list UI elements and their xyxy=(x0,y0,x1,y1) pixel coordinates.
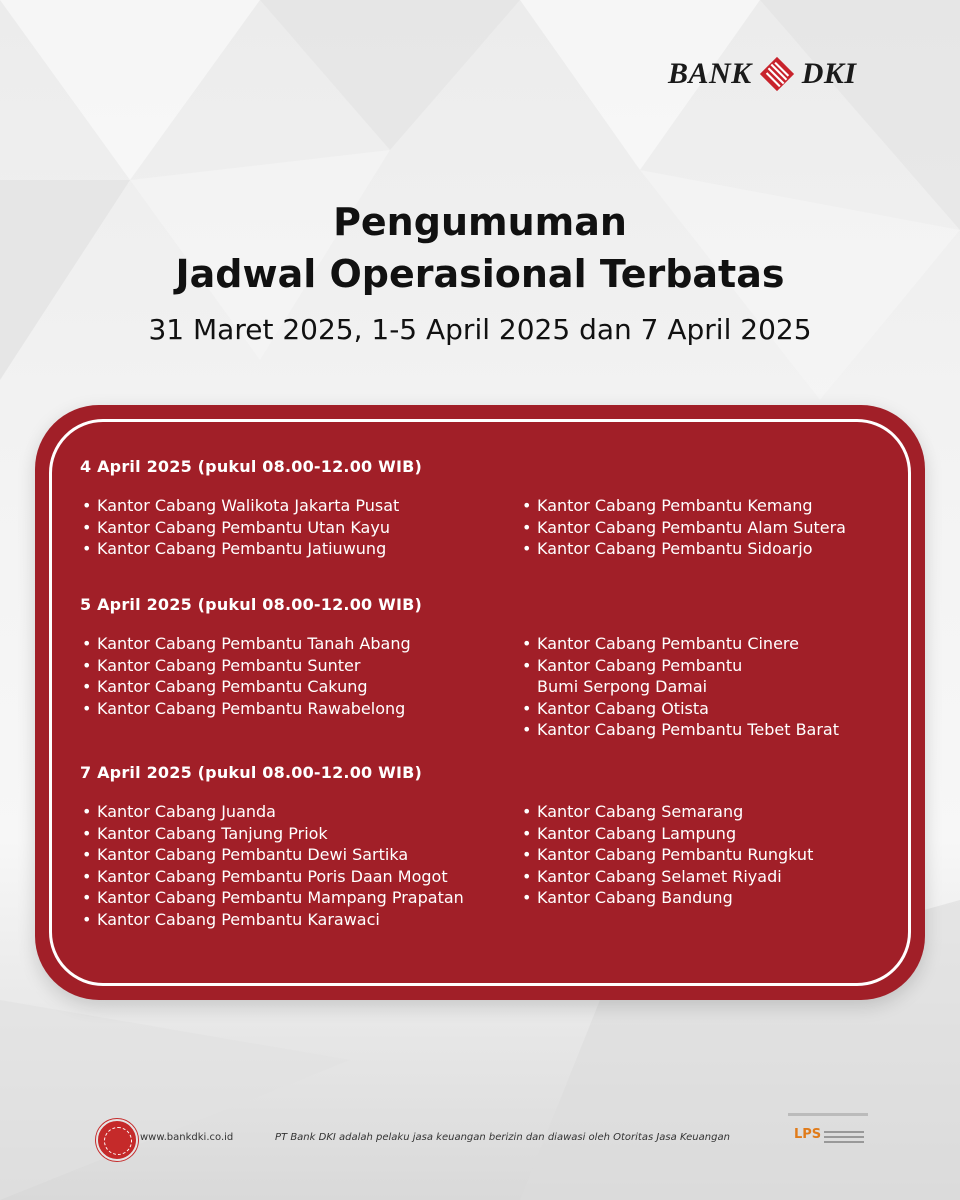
page-title-line1: Pengumuman xyxy=(333,200,627,244)
branch-name xyxy=(97,495,399,517)
branch-name xyxy=(537,633,799,655)
branch-name-line: Kantor Cabang Pembantu Jatiuwung xyxy=(97,539,387,558)
branch-name-line: Kantor Cabang Tanjung Priok xyxy=(97,823,328,843)
branch-name-line: Kantor Cabang Otista xyxy=(537,698,709,718)
branch-name xyxy=(97,676,368,698)
branch-name-line: Kantor Cabang Walikota Jakarta Pusat xyxy=(97,496,400,515)
bullet-icon: • xyxy=(82,909,92,929)
bullet-icon: • xyxy=(82,866,92,886)
list-item xyxy=(522,866,900,888)
section-title: 5 April 2025 (pukul 08.00-12.00 WIB) xyxy=(80,595,423,614)
branch-name xyxy=(97,801,276,823)
branch-name-line: Kantor Cabang Pembantu Karawaci xyxy=(97,909,380,929)
branch-name-line: Kantor Cabang Pembantu Kemang xyxy=(537,496,813,515)
schedule-card xyxy=(35,405,925,1000)
branch-name-line: Kantor Cabang Pembantu Poris Daan Mogot xyxy=(97,866,448,886)
section-title: 4 April 2025 (pukul 08.00-12.00 WIB) xyxy=(80,457,423,476)
page-subtitle: 31 Maret 2025, 1-5 April 2025 dan 7 April 2025 xyxy=(148,313,812,346)
website-link[interactable]: www.bankdki.co.id xyxy=(140,1132,234,1143)
branch-name-line: Kantor Cabang Pembantu Tanah Abang xyxy=(97,634,411,653)
branch-list-left xyxy=(82,633,522,741)
bullet-icon: • xyxy=(82,698,92,718)
list-item xyxy=(82,655,522,677)
schedule-section xyxy=(80,763,900,930)
certification-stamp-icon xyxy=(96,1119,138,1161)
logo-text-dki: DKI xyxy=(801,57,857,90)
bullet-icon: • xyxy=(82,802,92,821)
list-item xyxy=(82,633,522,655)
list-item xyxy=(522,719,900,741)
schedule-section xyxy=(80,595,900,741)
branch-name-line: Kantor Cabang Semarang xyxy=(537,802,744,821)
branch-name xyxy=(97,866,448,888)
list-item xyxy=(522,538,900,560)
lps-badge xyxy=(788,1113,868,1159)
branch-name xyxy=(97,823,328,845)
branch-name-line: Kantor Cabang Pembantu Sidoarjo xyxy=(537,539,813,558)
list-item xyxy=(82,909,522,931)
list-item xyxy=(82,495,522,517)
branch-name-line: Kantor Cabang Lampung xyxy=(537,823,737,843)
bullet-icon: • xyxy=(82,634,92,653)
bullet-icon: • xyxy=(82,845,92,864)
branch-name-line: Kantor Cabang Pembantu Utan Kayu xyxy=(97,517,390,537)
bank-dki-logo xyxy=(668,55,857,93)
branch-name-line: Kantor Cabang Pembantu Rawabelong xyxy=(97,698,406,718)
list-item xyxy=(522,887,900,909)
list-item xyxy=(522,844,900,866)
branch-name xyxy=(97,909,380,931)
branch-list-left xyxy=(82,801,522,930)
bullet-icon: • xyxy=(82,655,92,675)
schedule-section xyxy=(80,457,900,560)
bullet-icon: • xyxy=(82,823,92,843)
bullet-icon: • xyxy=(82,517,92,537)
branch-name-line: Kantor Cabang Pembantu Tebet Barat xyxy=(537,720,840,739)
bullet-icon: • xyxy=(82,677,92,696)
branch-name xyxy=(97,844,408,866)
branch-name-line: Kantor Cabang Bandung xyxy=(537,888,733,907)
branch-name xyxy=(97,698,405,720)
branch-name xyxy=(537,698,709,720)
branch-name xyxy=(537,517,846,539)
bullet-icon: • xyxy=(82,888,92,907)
branch-name-line: Kantor Cabang Pembantu Dewi Sartika xyxy=(97,845,409,864)
branch-name-line: Kantor Cabang Juanda xyxy=(97,802,276,821)
branch-name xyxy=(97,517,390,539)
list-item xyxy=(82,538,522,560)
branch-list-right xyxy=(522,495,900,560)
bullet-icon: • xyxy=(522,634,532,653)
bullet-icon: • xyxy=(522,655,532,675)
branch-name-line: Kantor Cabang Pembantu Cakung xyxy=(97,677,368,696)
branch-name xyxy=(97,655,360,677)
bullet-icon: • xyxy=(522,888,532,907)
logo-text-bank: BANK xyxy=(668,57,752,90)
bullet-icon: • xyxy=(82,539,92,558)
list-item xyxy=(522,633,900,655)
lps-logo-icon: LPS xyxy=(794,1127,822,1142)
bank-dki-emblem-icon xyxy=(758,55,796,93)
list-item xyxy=(522,495,900,517)
bullet-icon: • xyxy=(522,539,532,558)
branch-name xyxy=(537,801,743,823)
bullet-icon: • xyxy=(522,720,532,739)
bullet-icon: • xyxy=(522,823,532,843)
branch-name xyxy=(537,887,733,909)
branch-name-line: Bumi Serpong Damai xyxy=(537,677,708,696)
branch-name xyxy=(97,538,386,560)
branch-name xyxy=(537,719,839,741)
bullet-icon: • xyxy=(522,517,532,537)
branch-name xyxy=(537,538,812,560)
list-item xyxy=(82,823,522,845)
list-item xyxy=(522,698,900,720)
list-item xyxy=(522,801,900,823)
branch-list-left xyxy=(82,495,522,560)
list-item xyxy=(82,844,522,866)
bullet-icon: • xyxy=(82,496,92,515)
branch-name-line: Kantor Cabang Pembantu Mampang Prapatan xyxy=(97,888,464,907)
bullet-icon: • xyxy=(522,802,532,821)
branch-name-line: Kantor Cabang Selamet Riyadi xyxy=(537,866,782,886)
branch-name xyxy=(537,655,742,698)
list-item xyxy=(82,517,522,539)
branch-name-line: Kantor Cabang Pembantu Alam Sutera xyxy=(537,517,846,537)
list-item xyxy=(522,655,900,698)
branch-name xyxy=(537,844,813,866)
page-title-line2: Jadwal Operasional Terbatas xyxy=(175,252,785,296)
list-item xyxy=(522,517,900,539)
list-item xyxy=(82,801,522,823)
list-item xyxy=(82,698,522,720)
branch-name xyxy=(537,823,736,845)
branch-name-line: Kantor Cabang Pembantu Sunter xyxy=(97,655,361,675)
branch-name xyxy=(97,633,411,655)
bullet-icon: • xyxy=(522,698,532,718)
bullet-icon: • xyxy=(522,845,532,864)
branch-list-right xyxy=(522,633,900,741)
bullet-icon: • xyxy=(522,866,532,886)
branch-name xyxy=(537,866,782,888)
branch-name-line: Kantor Cabang Pembantu xyxy=(537,655,743,675)
branch-list-right xyxy=(522,801,900,930)
ojk-disclaimer: PT Bank DKI adalah pelaku jasa keuangan berizin dan diawasi oleh Otoritas Jasa Keuangan xyxy=(275,1132,730,1143)
bullet-icon: • xyxy=(522,496,532,515)
list-item xyxy=(522,823,900,845)
list-item xyxy=(82,866,522,888)
branch-name xyxy=(97,887,464,909)
branch-name xyxy=(537,495,813,517)
list-item xyxy=(82,676,522,698)
branch-name-line: Kantor Cabang Pembantu Cinere xyxy=(537,634,799,653)
section-title: 7 April 2025 (pukul 08.00-12.00 WIB) xyxy=(80,763,423,782)
branch-name-line: Kantor Cabang Pembantu Rungkut xyxy=(537,845,814,864)
list-item xyxy=(82,887,522,909)
